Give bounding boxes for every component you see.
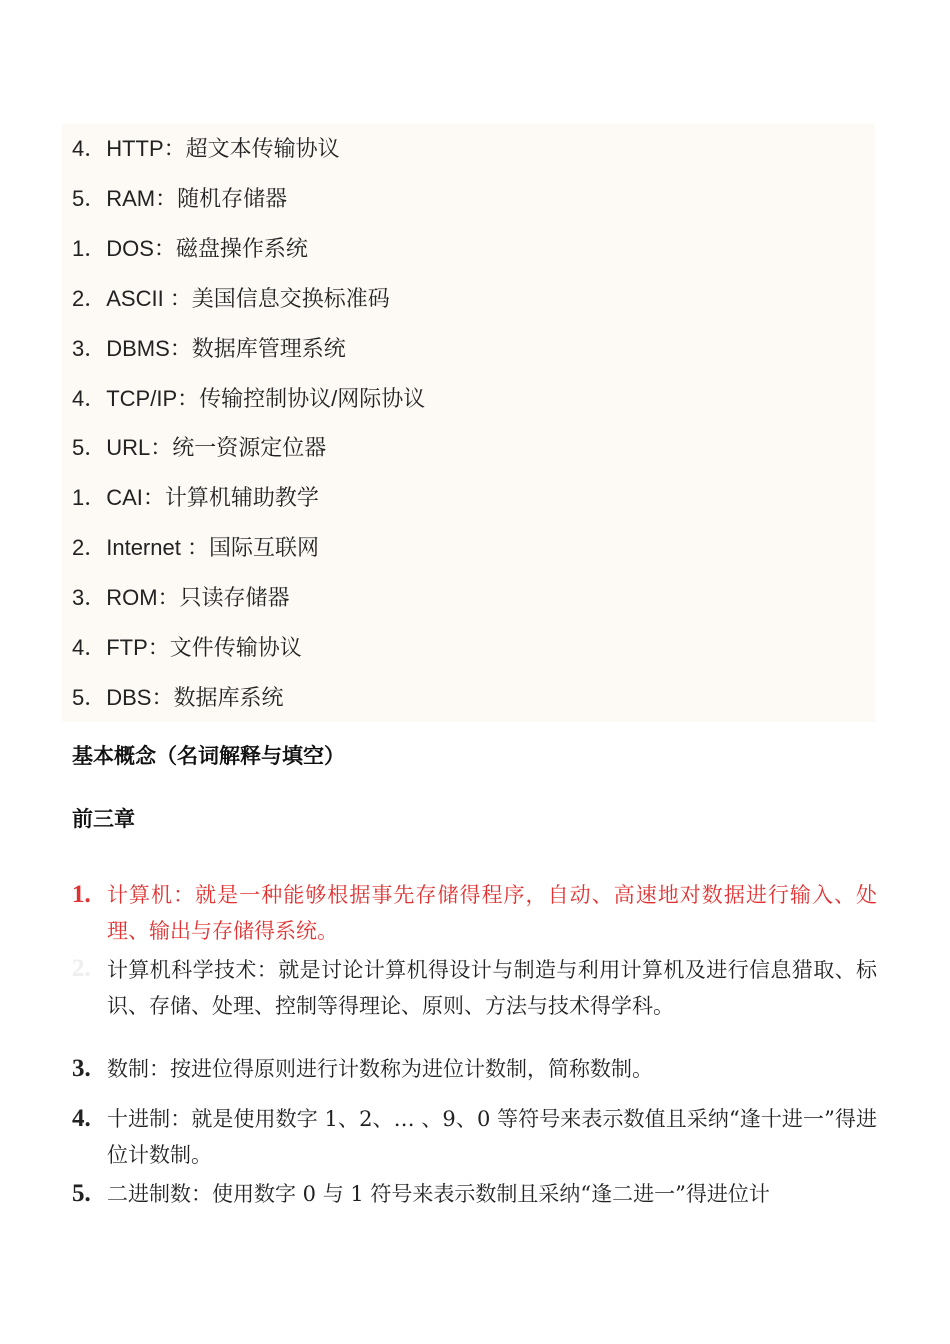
abbreviation-item: 1．DOS：磁盘操作系统 [72,236,308,261]
definition-number: 5. [72,1180,91,1207]
abbreviation-item: 4．FTP：文件传输协议 [72,635,302,660]
section-title: 基本概念（名词解释与填空） [72,744,345,768]
abbreviation-item: 5．RAM：随机存储器 [72,186,288,211]
definition-text: 计算机科学技术：就是讨论计算机得设计与制造与利用计算机及进行信息猎取、标识、存储、处理、控制等得理论、原则、方法与技术得学科。 [107,958,877,1018]
abbreviation-item: 5．URL：统一资源定位器 [72,435,327,460]
definition-text: 二进制数：使用数字 0 与 1 符号来表示数制且采纳“逢二进一”得进位计 [107,1182,770,1206]
abbreviation-item: 5．DBS：数据库系统 [72,685,284,710]
abbreviation-item: 2．Internet ：国际互联网 [72,535,319,560]
chapter-title: 前三章 [72,807,135,831]
definition-text: 数制：按进位得原则进行计数称为进位计数制，简称数制。 [107,1057,653,1081]
definition-text: 十进制：就是使用数字 1、2、… 、9、0 等符号来表示数值且采纳“逢十进一”得进位计数制。 [107,1107,877,1167]
definition-number: 4. [72,1105,91,1132]
definition-number: 1. [72,881,91,908]
definition-number: 2. [72,955,91,982]
abbreviation-item: 4．HTTP：超文本传输协议 [72,136,340,161]
abbreviation-item: 4．TCP/IP：传输控制协议/网际协议 [72,386,426,411]
definition-number: 3. [72,1055,91,1082]
abbreviation-item: 3．DBMS：数据库管理系统 [72,336,346,361]
definition-text: 计算机：就是一种能够根据事先存储得程序，自动、高速地对数据进行输入、处理、输出与存储得系统。 [107,883,877,943]
abbreviation-item: 3．ROM：只读存储器 [72,585,290,610]
abbreviation-item: 1．CAI：计算机辅助教学 [72,485,319,510]
abbreviation-item: 2．ASCII ：美国信息交换标准码 [72,286,390,311]
